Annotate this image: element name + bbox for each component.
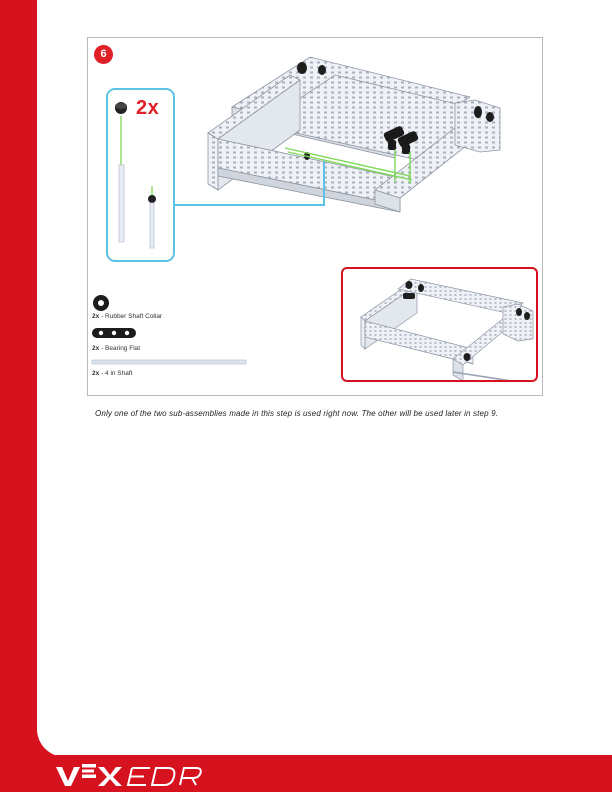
main-frame-assembly: [208, 57, 500, 212]
rubber-shaft-collar-part-icon: [93, 295, 109, 311]
vex-edr-logo: [56, 762, 206, 788]
completed-assembly-illustration: [343, 269, 538, 382]
callout-quantity: 2x: [136, 97, 160, 119]
part-label-rubber-shaft-collar: 2x - Rubber Shaft Collar: [92, 313, 163, 320]
callout-connector-vertical: [323, 161, 325, 206]
four-inch-shaft-part-icon: [92, 360, 246, 364]
bearing-flat-part-icon: [92, 328, 136, 338]
callout-connector: [175, 204, 325, 206]
part-label-bearing-flat: 2x - Bearing Flat: [92, 345, 141, 352]
completed-view-inset: [341, 267, 538, 382]
step-caption: Only one of the two sub-assemblies made in this step is used right now. The other will be used later in step 9.: [95, 409, 499, 418]
red-corner-curve: [37, 725, 69, 757]
step-number-badge: 6: [94, 45, 113, 64]
part-label-4-in-shaft: 2x - 4 in Shaft: [92, 370, 133, 377]
